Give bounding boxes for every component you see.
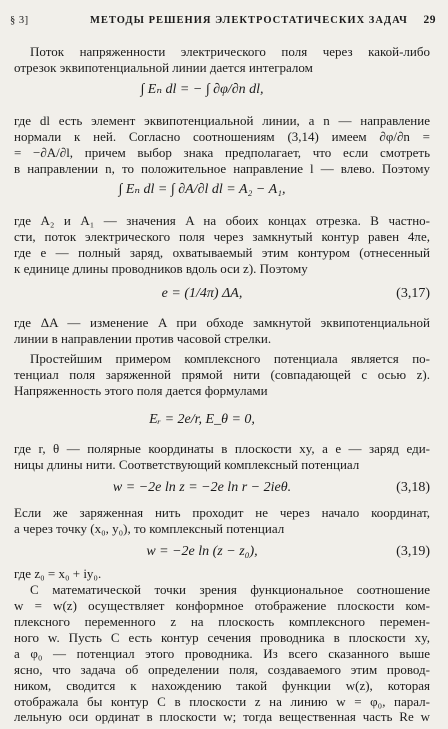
text-line: С математической точки зрения функциональное соотношение <box>30 582 430 597</box>
chapter-title: МЕТОДЫ РЕШЕНИЯ ЭЛЕКТРОСТАТИЧЕСКИХ ЗАДАЧ <box>90 15 408 26</box>
text-line: ницы длины нити. Соответствующий комплексный потенциал <box>14 457 360 472</box>
text-line: ником, сводится к нахождению такой функции w(z), которая <box>14 678 430 693</box>
text-line: отображала бы контур C в плоскости z на линию w = φ₀, парал- <box>14 694 430 709</box>
equation <box>14 80 430 100</box>
equation-number: (3,19) <box>396 544 430 559</box>
text-line: где dl есть элемент эквипотенциальной линии, a n — направление <box>14 113 430 128</box>
text-line: в направлении n, то положительное направление l — влево. Поэтому <box>14 161 430 176</box>
equation <box>14 410 430 430</box>
text-line: где A₂ и A₁ — значения A на обоих концах отрезка. В частно- <box>14 213 430 228</box>
text-line: тенциал поля заряженной прямой нити (совпадающей с осью z). <box>14 367 430 382</box>
text-line: w = w(z) осуществляет конформное отображение плоскости ком- <box>14 598 430 613</box>
equation-number: (3,18) <box>396 480 430 495</box>
running-header <box>10 14 436 30</box>
equation <box>14 284 430 304</box>
text-line: нормали к ней. Согласно соотношениям (3,14) имеем ∂φ/∂n = <box>14 129 430 144</box>
equation-body: ∫ Eₙ dl = − ∫ ∂φ/∂n dl, <box>140 82 264 97</box>
page-number: 29 <box>423 14 436 26</box>
equation-body: ∫ Eₙ dl = ∫ ∂A/∂l dl = A₂ − A₁, <box>118 182 286 197</box>
equation-body: Eᵣ = 2e/r, E_θ = 0, <box>149 412 255 427</box>
equation <box>14 542 430 562</box>
equation-body: w = −2e ln z = −2e ln r − 2ieθ. <box>112 480 292 495</box>
text-line: Поток напряженности электрического поля через какой-либо <box>30 44 430 59</box>
text-line: Если же заряженная нить проходит не через начало координат, <box>14 505 430 520</box>
text-line: отрезок эквипотенциальной линии дается интегралом <box>14 60 313 75</box>
text-line: плексного переменного z на плоскость комплексного перемен- <box>14 614 430 629</box>
text-line: Простейшим примером комплексного потенциала является по- <box>30 351 430 366</box>
text-line: где e — полный заряд, охватываемый этим контуром (отнесенный <box>14 245 430 260</box>
equation-body: e = (1/4π) ΔA, <box>161 286 243 301</box>
text-line: а φ₀ — потенциал этого проводника. Из всего сказанного выше <box>14 646 430 661</box>
text-line: а через точку (x₀, y₀), то комплексный потенциал <box>14 521 285 536</box>
section-number: § 3] <box>10 15 29 26</box>
text-line: ясно, что задача об определении поля, создаваемого этим провод- <box>14 662 430 677</box>
text-line: сти, поток электрического поля через замкнутый контур равен 4πe, <box>14 229 430 244</box>
text-line: к единице длины проводников вдоль оси z). Поэтому <box>14 261 308 276</box>
equation <box>14 180 430 200</box>
text-line: линии в направлении против часовой стрелки. <box>14 331 272 346</box>
equation-body: w = −2e ln (z − z₀), <box>146 544 258 559</box>
text-line: где ΔA — изменение A при обходе замкнутой эквипотенциальной <box>14 315 430 330</box>
text-line: где r, θ — полярные координаты в плоскости xy, a e — заряд еди- <box>14 441 430 456</box>
text-line: лельную оси ординат в плоскости w; тогда вещественная часть Re w <box>14 710 430 724</box>
text-line: ного w. Пусть C есть контур сечения проводника в плоскости xy, <box>14 630 430 645</box>
equation-number: (3,17) <box>396 286 430 301</box>
text-line: где z₀ = x₀ + iy₀. <box>14 566 102 581</box>
text-line: Напряженность этого поля дается формулами <box>14 383 268 398</box>
text-line: = −∂A/∂l, причем выбор знака предполагает, что если смотреть <box>14 145 430 160</box>
equation <box>14 478 430 498</box>
